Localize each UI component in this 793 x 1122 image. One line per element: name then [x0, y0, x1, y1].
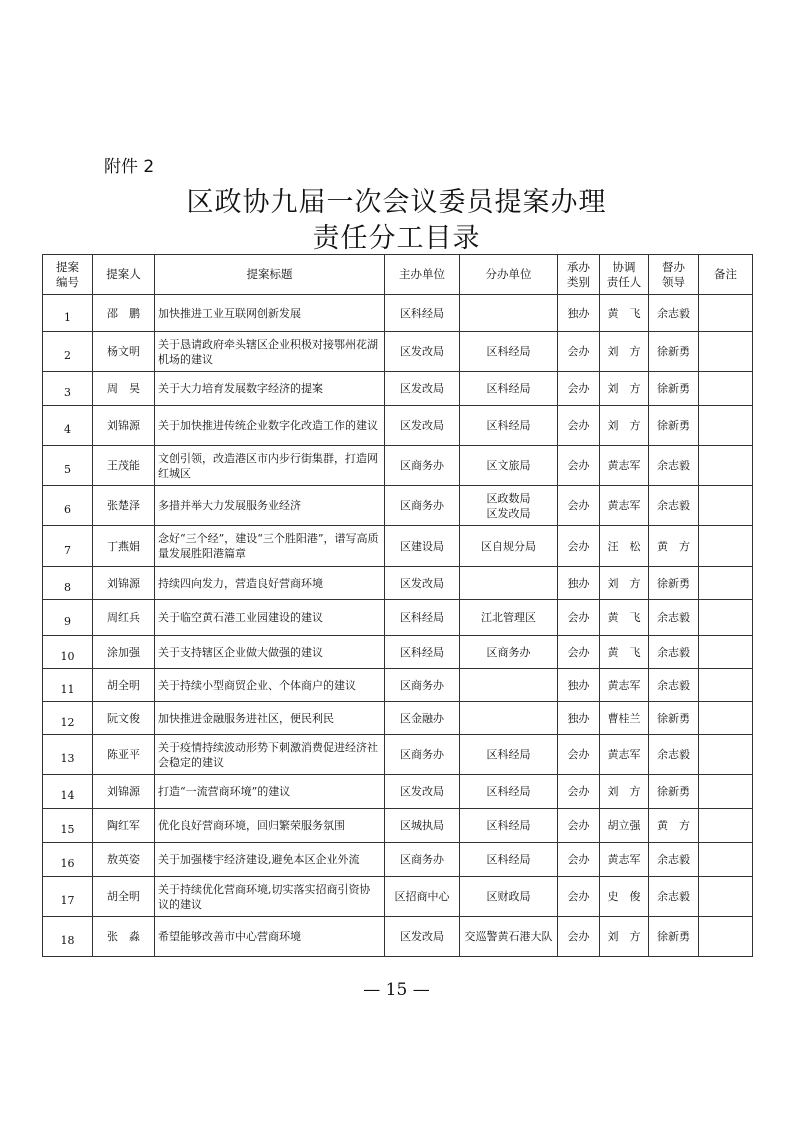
table-row	[43, 406, 753, 446]
host-unit: 区商务办	[385, 843, 460, 877]
coordinator: 黄 飞	[600, 295, 649, 332]
handling-type: 会办	[558, 526, 600, 567]
coordinator: 黄志军	[600, 669, 649, 702]
sub-unit	[460, 295, 558, 332]
proposer-name: 王茂能	[93, 446, 155, 486]
remarks	[699, 600, 753, 636]
coordinator: 刘 方	[600, 332, 649, 372]
host-unit: 区商务办	[385, 486, 460, 526]
handling-type: 独办	[558, 669, 600, 702]
supervisor: 余志毅	[649, 446, 699, 486]
proposal-title: 希望能够改善市中心营商环境	[155, 917, 385, 957]
host-unit: 区建设局	[385, 526, 460, 567]
table-row	[43, 372, 753, 406]
proposal-title: 多措并举大力发展服务业经济	[155, 486, 385, 526]
column-header: 主办单位	[385, 255, 460, 295]
table-header-row	[43, 255, 753, 295]
proposal-number: 5	[43, 446, 93, 486]
supervisor: 徐新勇	[649, 702, 699, 735]
handling-type: 会办	[558, 446, 600, 486]
supervisor: 徐新勇	[649, 372, 699, 406]
sub-unit: 区商务办	[460, 636, 558, 669]
proposal-title: 优化良好营商环境，回归繁荣服务氛围	[155, 809, 385, 843]
coordinator: 黄 飞	[600, 600, 649, 636]
proposal-number: 15	[43, 809, 93, 843]
coordinator: 黄 飞	[600, 636, 649, 669]
proposal-number: 2	[43, 332, 93, 372]
proposal-title: 关于大力培育发展数字经济的提案	[155, 372, 385, 406]
table-row	[43, 917, 753, 957]
handling-type: 独办	[558, 295, 600, 332]
proposal-title: 关于支持辖区企业做大做强的建议	[155, 636, 385, 669]
remarks	[699, 636, 753, 669]
host-unit: 区发改局	[385, 372, 460, 406]
proposal-title: 关于加快推进传统企业数字化改造工作的建议	[155, 406, 385, 446]
coordinator: 黄志军	[600, 735, 649, 775]
column-header: 督办 领导	[649, 255, 699, 295]
coordinator: 刘 方	[600, 917, 649, 957]
host-unit: 区科经局	[385, 600, 460, 636]
host-unit: 区科经局	[385, 636, 460, 669]
coordinator: 刘 方	[600, 775, 649, 809]
proposal-title: 持续四向发力，营造良好营商环境	[155, 567, 385, 600]
handling-type: 会办	[558, 917, 600, 957]
sub-unit: 区科经局	[460, 775, 558, 809]
proposer-name: 敖英姿	[93, 843, 155, 877]
table-row	[43, 295, 753, 332]
proposal-title: 打造“一流营商环境”的建议	[155, 775, 385, 809]
host-unit: 区发改局	[385, 775, 460, 809]
proposal-number: 9	[43, 600, 93, 636]
handling-type: 独办	[558, 567, 600, 600]
proposer-name: 阮文俊	[93, 702, 155, 735]
proposer-name: 杨文明	[93, 332, 155, 372]
proposal-number: 8	[43, 567, 93, 600]
attachment-label: 附件 2	[104, 157, 155, 177]
remarks	[699, 877, 753, 917]
coordinator: 刘 方	[600, 372, 649, 406]
proposal-title: 关于恳请政府牵头辖区企业积极对接鄂州花湖机场的建议	[155, 332, 385, 372]
handling-type: 会办	[558, 600, 600, 636]
sub-unit: 区科经局	[460, 332, 558, 372]
host-unit: 区商务办	[385, 735, 460, 775]
remarks	[699, 917, 753, 957]
table-row	[43, 775, 753, 809]
host-unit: 区城执局	[385, 809, 460, 843]
document-title: 区政协九届一次会议委员提案办理	[186, 187, 607, 218]
supervisor: 徐新勇	[649, 567, 699, 600]
handling-type: 会办	[558, 406, 600, 446]
sub-unit: 区自规分局	[460, 526, 558, 567]
remarks	[699, 446, 753, 486]
sub-unit	[460, 567, 558, 600]
proposal-number: 18	[43, 917, 93, 957]
proposer-name: 周红兵	[93, 600, 155, 636]
coordinator: 黄志军	[600, 486, 649, 526]
host-unit: 区科经局	[385, 295, 460, 332]
proposal-number: 3	[43, 372, 93, 406]
proposer-name: 张 淼	[93, 917, 155, 957]
table-row	[43, 735, 753, 775]
proposer-name: 张楚泽	[93, 486, 155, 526]
proposal-title: 关于加强楼宇经济建设,避免本区企业外流	[155, 843, 385, 877]
sub-unit: 区科经局	[460, 843, 558, 877]
supervisor: 余志毅	[649, 486, 699, 526]
proposal-table	[42, 254, 753, 957]
column-header: 备注	[699, 255, 753, 295]
proposal-number: 16	[43, 843, 93, 877]
supervisor: 余志毅	[649, 669, 699, 702]
column-header: 提案人	[93, 255, 155, 295]
supervisor: 余志毅	[649, 295, 699, 332]
handling-type: 会办	[558, 843, 600, 877]
table-row	[43, 843, 753, 877]
handling-type: 会办	[558, 332, 600, 372]
sub-unit	[460, 702, 558, 735]
supervisor: 余志毅	[649, 735, 699, 775]
proposer-name: 丁燕娟	[93, 526, 155, 567]
remarks	[699, 372, 753, 406]
coordinator: 黄志军	[600, 446, 649, 486]
proposal-number: 7	[43, 526, 93, 567]
proposal-title: 加快推进金融服务进社区，便民利民	[155, 702, 385, 735]
supervisor: 徐新勇	[649, 332, 699, 372]
proposal-title: 文创引领，改造港区市内步行街集群，打造网红城区	[155, 446, 385, 486]
proposal-number: 14	[43, 775, 93, 809]
proposal-title: 念好“三个经”，建设“三个胜阳港”，谱写高质量发展胜阳港篇章	[155, 526, 385, 567]
handling-type: 会办	[558, 877, 600, 917]
table-row	[43, 809, 753, 843]
handling-type: 会办	[558, 372, 600, 406]
proposal-title: 关于临空黄石港工业园建设的建议	[155, 600, 385, 636]
remarks	[699, 843, 753, 877]
remarks	[699, 775, 753, 809]
sub-unit	[460, 669, 558, 702]
remarks	[699, 567, 753, 600]
proposal-number: 11	[43, 669, 93, 702]
sub-unit: 交巡警黄石港大队	[460, 917, 558, 957]
supervisor: 黄 方	[649, 809, 699, 843]
table-row	[43, 332, 753, 372]
proposer-name: 刘锦源	[93, 567, 155, 600]
host-unit: 区商务办	[385, 669, 460, 702]
handling-type: 会办	[558, 486, 600, 526]
proposer-name: 刘锦源	[93, 775, 155, 809]
coordinator: 刘 方	[600, 567, 649, 600]
proposal-number: 4	[43, 406, 93, 446]
column-header: 协调 责任人	[600, 255, 649, 295]
handling-type: 会办	[558, 735, 600, 775]
proposal-number: 10	[43, 636, 93, 669]
proposer-name: 陈亚平	[93, 735, 155, 775]
proposal-number: 12	[43, 702, 93, 735]
remarks	[699, 295, 753, 332]
table-row	[43, 669, 753, 702]
proposal-title: 关于疫情持续波动形势下刺激消费促进经济社会稳定的建议	[155, 735, 385, 775]
sub-unit: 区科经局	[460, 406, 558, 446]
column-header: 提案标题	[155, 255, 385, 295]
remarks	[699, 702, 753, 735]
table-row	[43, 877, 753, 917]
coordinator: 黄志军	[600, 843, 649, 877]
table-row	[43, 446, 753, 486]
host-unit: 区发改局	[385, 406, 460, 446]
remarks	[699, 486, 753, 526]
supervisor: 徐新勇	[649, 406, 699, 446]
handling-type: 会办	[558, 636, 600, 669]
proposer-name: 陶红军	[93, 809, 155, 843]
coordinator: 刘 方	[600, 406, 649, 446]
proposal-number: 6	[43, 486, 93, 526]
proposer-name: 周 昊	[93, 372, 155, 406]
page-number: — 15 —	[363, 980, 430, 1000]
remarks	[699, 332, 753, 372]
document-subtitle: 责任分工目录	[312, 223, 481, 254]
supervisor: 余志毅	[649, 600, 699, 636]
proposal-number: 1	[43, 295, 93, 332]
remarks	[699, 809, 753, 843]
host-unit: 区发改局	[385, 567, 460, 600]
supervisor: 余志毅	[649, 636, 699, 669]
table-row	[43, 600, 753, 636]
table-row	[43, 486, 753, 526]
host-unit: 区商务办	[385, 446, 460, 486]
handling-type: 独办	[558, 702, 600, 735]
handling-type: 会办	[558, 809, 600, 843]
proposal-title: 关于持续小型商贸企业、个体商户的建议	[155, 669, 385, 702]
host-unit: 区发改局	[385, 332, 460, 372]
sub-unit: 区科经局	[460, 372, 558, 406]
supervisor: 徐新勇	[649, 775, 699, 809]
coordinator: 汪 松	[600, 526, 649, 567]
remarks	[699, 735, 753, 775]
supervisor: 余志毅	[649, 877, 699, 917]
proposer-name: 涂加强	[93, 636, 155, 669]
proposer-name: 胡全明	[93, 877, 155, 917]
host-unit: 区发改局	[385, 917, 460, 957]
handling-type: 会办	[558, 775, 600, 809]
column-header: 分办单位	[460, 255, 558, 295]
sub-unit: 区财政局	[460, 877, 558, 917]
sub-unit: 江北管理区	[460, 600, 558, 636]
coordinator: 胡立强	[600, 809, 649, 843]
host-unit: 区招商中心	[385, 877, 460, 917]
coordinator: 史 俊	[600, 877, 649, 917]
sub-unit: 区政数局 区发改局	[460, 486, 558, 526]
remarks	[699, 669, 753, 702]
proposal-number: 17	[43, 877, 93, 917]
coordinator: 曹桂兰	[600, 702, 649, 735]
proposal-number: 13	[43, 735, 93, 775]
proposer-name: 邵 鹏	[93, 295, 155, 332]
column-header: 提案 编号	[43, 255, 93, 295]
column-header: 承办 类别	[558, 255, 600, 295]
host-unit: 区金融办	[385, 702, 460, 735]
table-row	[43, 702, 753, 735]
proposer-name: 胡全明	[93, 669, 155, 702]
table-body	[43, 295, 753, 957]
table-row	[43, 526, 753, 567]
supervisor: 黄 方	[649, 526, 699, 567]
supervisor: 余志毅	[649, 843, 699, 877]
remarks	[699, 406, 753, 446]
remarks	[699, 526, 753, 567]
sub-unit: 区科经局	[460, 735, 558, 775]
proposal-title: 加快推进工业互联网创新发展	[155, 295, 385, 332]
table-row	[43, 636, 753, 669]
proposer-name: 刘锦源	[93, 406, 155, 446]
supervisor: 徐新勇	[649, 917, 699, 957]
sub-unit: 区科经局	[460, 809, 558, 843]
proposal-title: 关于持续优化营商环境,切实落实招商引资协议的建议	[155, 877, 385, 917]
table-row	[43, 567, 753, 600]
sub-unit: 区文旅局	[460, 446, 558, 486]
